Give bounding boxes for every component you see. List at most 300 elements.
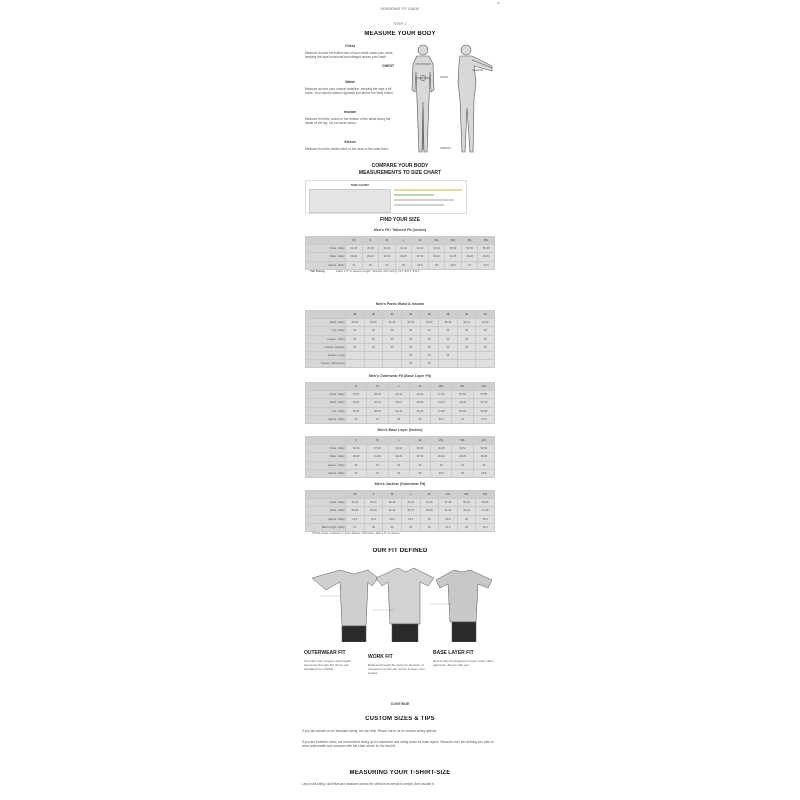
size-table-cell: 32 (383, 343, 402, 351)
size-table-title: Men's Fit / Tailored Fit (Inches) (373, 228, 427, 232)
size-table-row-label: Inseam - Extra Long (306, 360, 346, 368)
size-table-cell: 30-32 (362, 253, 379, 261)
table-row (306, 399, 495, 407)
table-row (306, 261, 495, 269)
size-table-cell: 34 (439, 351, 458, 359)
measure-label-chest: Chest (345, 44, 355, 48)
size-table-cell: 32-33 (383, 319, 402, 327)
size-table-cell: 47-49 (431, 391, 452, 399)
size-table-cell: 32 (452, 461, 473, 469)
size-table-row-label: Waist - Body (306, 399, 346, 407)
size-table-header-cell: L (395, 237, 412, 245)
size-table-cell: 34 (367, 415, 388, 423)
size-table-header-cell: 34 (401, 311, 420, 319)
size-table-header-cell: XL (409, 383, 430, 391)
size-table-header-cell: 4XL (461, 237, 478, 245)
size-table-cell: 41-43 (388, 407, 409, 415)
size-table-cell: 47-49 (473, 399, 494, 407)
size-table-cell: 27 (346, 523, 365, 531)
size-table-header-cell: 32 (383, 311, 402, 319)
sample-chart-highlight (394, 189, 462, 191)
size-table-cell: 36-37 (420, 319, 439, 327)
size-table-cell: 35-37 (401, 507, 420, 515)
size-table-cell: 40-42 (388, 445, 409, 453)
size-table-row-label: Waist - Body (306, 453, 346, 461)
size-table-cell: 53-55 (476, 499, 495, 507)
size-table-cell (383, 360, 402, 368)
size-table-cell: 35 (388, 415, 409, 423)
size-table-cell: 32 (401, 343, 420, 351)
size-table-cell: 31.5 (346, 515, 365, 523)
size-table-header-cell (306, 437, 346, 445)
measure-label-sleeve: Sleeve (344, 140, 356, 144)
size-table-header-row (306, 311, 495, 319)
size-table-header-cell: L (388, 437, 409, 445)
size-table-cell: 38-40 (420, 507, 439, 515)
size-table-cell: 30 (476, 335, 495, 343)
size-table-header-cell (306, 383, 346, 391)
size-table-cell (457, 351, 476, 359)
size-table-row-label: Inseam - Body (306, 461, 346, 469)
size-table-row-label: Hip - Body (306, 327, 346, 335)
size-table-cell: 36.5 (476, 515, 495, 523)
size-table-cell: 28-30 (346, 453, 367, 461)
callout-inseam: INSEAM (440, 146, 451, 150)
size-table-header-cell: 3XL (452, 437, 473, 445)
size-table-cell: 35-37 (388, 399, 409, 407)
measure-title: MEASURE YOUR BODY (364, 31, 436, 37)
size-table-cell: 32 (431, 461, 452, 469)
size-table-cell: 35 (420, 515, 439, 523)
measure-text-sleeve: Measure from the center back of the neck to the wrist bone. (305, 147, 389, 151)
size-table-cell: 35 (395, 261, 412, 269)
callout-sleeve: SLEEVE (472, 68, 483, 72)
size-table-cell: 47-49 (428, 245, 445, 253)
fit-work-text: Relaxed through the body for freedom of movement on the job. Room to layer over a base. (368, 663, 425, 676)
size-table-cell: 37.5 (473, 415, 494, 423)
size-table-header-cell: M (383, 491, 402, 499)
sample-chart-highlight (394, 204, 444, 206)
table-row (306, 515, 495, 523)
close-icon[interactable]: × (497, 1, 500, 7)
fit-baselayer-title: BASE LAYER FIT (433, 650, 474, 656)
size-table-cell: 44-46 (457, 507, 476, 515)
size-table-cell: 34-36 (388, 453, 409, 461)
size-table-row-label: Chest - Body (306, 245, 346, 253)
size-table-cell: 50-52 (452, 407, 473, 415)
size-table-header-cell: XL (409, 437, 430, 445)
size-table-cell: 38-40 (367, 407, 388, 415)
table-row (306, 360, 495, 368)
size-table-cell: 32 (457, 343, 476, 351)
size-table-row-label: Waist - Body (306, 319, 346, 327)
sample-chart-highlight (394, 194, 434, 196)
size-table-cell (383, 351, 402, 359)
sample-chart-grid (309, 189, 391, 213)
size-table-cell: 41-43 (431, 399, 452, 407)
size-table-cell: 49-51 (478, 253, 495, 261)
size-table-cell: 46-48 (461, 253, 478, 261)
size-table-header-cell: S (346, 383, 367, 391)
size-table-cell: 36 (420, 360, 439, 368)
size-table-cell: 28-29 (346, 319, 365, 327)
size-table-cell: 29-31 (346, 399, 367, 407)
size-table-cell: 33 (367, 469, 388, 477)
size-table-header-cell (306, 491, 346, 499)
size-table-cell: 37.5 (478, 261, 495, 269)
size-table-cell (346, 351, 365, 359)
size-table-cell: 38-40 (409, 399, 430, 407)
table-row (306, 391, 495, 399)
size-table-header-cell: 40 (457, 311, 476, 319)
size-table-cell: 30 (364, 335, 383, 343)
size-table-row-label: Chest - Body (306, 499, 346, 507)
table-row (306, 335, 495, 343)
size-table-cell: 32 (457, 523, 476, 531)
size-table-header-cell: 4XL (476, 491, 495, 499)
size-table-row-label: Inseam - Regular (306, 343, 346, 351)
table-row (306, 351, 495, 359)
size-table-cell (364, 360, 383, 368)
size-table-note: Adds 1.5" to sleeve length. Specify with sizing XLT, 2XLT, 3XLT. (336, 269, 421, 274)
size-table-cell: 36.5 (445, 261, 462, 269)
size-table-cell: 31 (367, 461, 388, 469)
size-table-cell: 33 (362, 261, 379, 269)
size-table-cell: 38-40 (367, 391, 388, 399)
size-table-cell: 50-52 (452, 391, 473, 399)
size-table-cell: 50-52 (457, 499, 476, 507)
size-table-header-cell: 2XL (428, 237, 445, 245)
table-row (306, 461, 495, 469)
table-row (306, 253, 495, 261)
size-table-cell: 37 (461, 261, 478, 269)
size-table-cell: 35.5 (439, 515, 458, 523)
size-table-header-cell: 28 (346, 311, 365, 319)
size-table-row-label: Back Length - Body (306, 523, 346, 531)
size-table-cell: 40 (401, 327, 420, 335)
size-table-cell: 34.5 (401, 515, 420, 523)
size-table-cell: 38-40 (383, 499, 402, 507)
size-table-cell: 38-39 (439, 319, 458, 327)
fit-outerwear-text: Cut with room to layer underneath. Generous through the chest and shoulders for mobility. (304, 659, 352, 672)
size-table-cell: 50-52 (445, 245, 462, 253)
size-table-header-cell: S (364, 491, 383, 499)
size-table-cell: 42-43 (476, 319, 495, 327)
size-table-cell: 34 (401, 351, 420, 359)
size-table-cell: 38 (383, 327, 402, 335)
size-table-header-cell: S (346, 437, 367, 445)
size-table-row-label: Chest - Body (306, 445, 346, 453)
size-table-cell: 38-40 (379, 245, 396, 253)
size-table-cell: 28 (364, 523, 383, 531)
size-table-cell: 44 (439, 327, 458, 335)
size-table-row-label: Sleeve - Body (306, 415, 346, 423)
size-table-cell: 32 (346, 343, 365, 351)
size-table-header-cell: XL (412, 237, 429, 245)
size-table-title: Men's Pants Waist & Inseam (375, 302, 425, 306)
size-table-header-cell: 3XL (457, 491, 476, 499)
size-table-cell: 29-31 (364, 507, 383, 515)
size-table-cell: 32-34 (346, 499, 365, 507)
custom-title: CUSTOM SIZES & TIPS (365, 716, 435, 722)
tshirt-paragraph: Lay a well-fitting t-shirt flat and measure across the chest from armpit to armpit, then double it. (302, 782, 435, 786)
size-table (305, 382, 495, 424)
sample-size-chart (305, 180, 467, 214)
size-table-title: Men's Outerwear Fit (Base Layer Fit) (368, 374, 432, 378)
size-table-cell: 44-46 (409, 391, 430, 399)
size-table-cell: 31 (420, 523, 439, 531)
callout-chest: CHEST (382, 64, 395, 68)
size-table-cell: 36 (428, 261, 445, 269)
size-table-cell: 34-35 (401, 319, 420, 327)
size-table-cell: 28-30 (346, 253, 363, 261)
size-table-cell: 36 (364, 327, 383, 335)
fit-baselayer-text: Next-to-skin fit designed to layer under other garments. Moves with you. (433, 659, 494, 668)
size-table-cell: 41-43 (395, 245, 412, 253)
size-table (305, 436, 495, 478)
size-table-cell: 30 (420, 335, 439, 343)
size-table-cell: 34-36 (395, 253, 412, 261)
size-table-cell: 32 (388, 461, 409, 469)
size-table-cell: 47-49 (439, 499, 458, 507)
measure-text-chest: Measure around the fullest part of your chest under your arms, keeping the tape horizontal and straight across your back. (305, 51, 394, 60)
size-table-header-cell: 3XL (445, 237, 462, 245)
size-table-cell: 46 (457, 327, 476, 335)
size-table-row-label: Waist - Body (306, 507, 346, 515)
size-table-header-cell: XS (346, 237, 363, 245)
size-table-cell (364, 351, 383, 359)
size-table-cell: 44-46 (409, 407, 430, 415)
size-table-cell: 44-46 (420, 499, 439, 507)
size-table-header-cell: L (401, 491, 420, 499)
size-table-cell: 35.5 (431, 469, 452, 477)
size-table-cell: 34-36 (346, 445, 367, 453)
size-table (305, 490, 495, 532)
size-table-header-row (306, 437, 495, 445)
size-table-cell: 30 (401, 523, 420, 531)
size-table-cell: 32 (346, 261, 363, 269)
size-table-cell: 44-46 (412, 245, 429, 253)
size-table-header-cell: 30 (364, 311, 383, 319)
size-table-row-label: Hip - Body (306, 407, 346, 415)
size-table-cell: 34 (388, 469, 409, 477)
compare-subtitle: MEASUREMENTS TO SIZE CHART (358, 170, 442, 176)
size-table-cell (476, 360, 495, 368)
size-table-cell: 40-41 (457, 319, 476, 327)
size-table-cell: 30 (383, 335, 402, 343)
fit-work-title: WORK FIT (368, 654, 393, 660)
size-table-row-label: Sleeve - Body (306, 261, 346, 269)
size-table-cell: 47-49 (476, 507, 495, 515)
size-table-cell: 37 (452, 415, 473, 423)
size-table-cell: 41-43 (388, 391, 409, 399)
size-table-cell: 31-33 (367, 453, 388, 461)
size-table-header-cell: 2XL (431, 383, 452, 391)
size-table-cell: 36-38 (362, 245, 379, 253)
size-table-cell: 42 (420, 327, 439, 335)
table-row (306, 245, 495, 253)
size-table-header-cell (306, 237, 346, 245)
table-row (306, 499, 495, 507)
size-table-cell: 56-58 (478, 245, 495, 253)
size-table-row-label: Sleeve - Body (306, 515, 346, 523)
table-row (306, 453, 495, 461)
size-table-cell: 46-48 (431, 445, 452, 453)
size-table-row-label: Inseam - Short (306, 335, 346, 343)
size-table-cell (439, 360, 458, 368)
size-table-header-cell: M (367, 383, 388, 391)
custom-paragraph-1: If you fall outside of our standard sizing, we can help. Reach out to us for custom sizing options. (302, 729, 438, 733)
size-table-cell: 36.5 (431, 415, 452, 423)
fit-title: OUR FIT DEFINED (372, 548, 428, 554)
size-table-header-row (306, 383, 495, 391)
size-table-cell: 53-55 (473, 391, 494, 399)
custom-paragraph-2: If you are between sizes, we recommend sizing up for outerwear and sizing down for base layers. Measure over the clothing you plan to wear underneath and compare with the chart above for the best fit. (302, 740, 494, 749)
size-table-cell: 37-39 (412, 253, 429, 261)
size-table-row-label: Waist - Body (306, 253, 346, 261)
size-table-header-cell: S (362, 237, 379, 245)
fit-outerwear-title: OUTERWEAR FIT (304, 650, 346, 656)
size-table-row-label: Chest - Body (306, 391, 346, 399)
size-table-row-label: Sleeve - Body (306, 469, 346, 477)
size-table-cell: 36 (457, 515, 476, 523)
size-table-header-cell: 2XL (439, 491, 458, 499)
table-row (306, 327, 495, 335)
table-row (306, 343, 495, 351)
size-table-cell: 44-46 (452, 399, 473, 407)
size-table-cell: 32-34 (383, 507, 402, 515)
size-table-cell: 32 (473, 461, 494, 469)
size-table-header-cell: XL (420, 491, 439, 499)
size-table-cell: 46-48 (473, 453, 494, 461)
size-table-cell: 36.5 (473, 469, 494, 477)
table-row (306, 507, 495, 515)
table-row (306, 415, 495, 423)
size-table-header-row (306, 237, 495, 245)
size-table-cell: 37-39 (409, 453, 430, 461)
size-table-header-cell: 42 (476, 311, 495, 319)
size-table-cell: 32 (409, 461, 430, 469)
size-table-cell: 31.5 (439, 523, 458, 531)
size-table-row-label: Inseam - Long (306, 351, 346, 359)
size-table-cell: 41-43 (401, 499, 420, 507)
size-table-cell: 32 (346, 469, 367, 477)
size-table-note: *Short sizes: subtract 1" from sleeve. Tall sizes: add 1.5" to sleeve. (312, 531, 401, 535)
size-table-header-cell: 4XL (473, 383, 494, 391)
size-table-header-cell (306, 311, 346, 319)
sample-chart-header: SIZE CHART (351, 183, 369, 187)
table-row (306, 469, 495, 477)
size-table-cell: 32 (439, 343, 458, 351)
size-table-cell: 35-37 (346, 391, 367, 399)
size-table-header-cell: 5XL (478, 237, 495, 245)
size-table-header-row (306, 491, 495, 499)
fit-guide-page (300, 0, 500, 800)
size-table-cell: 34-36 (346, 245, 363, 253)
size-table-cell: 40-42 (431, 453, 452, 461)
size-table-header-cell: 4XL (473, 437, 494, 445)
size-table-cell: 32 (420, 343, 439, 351)
size-table-cell: 36 (452, 469, 473, 477)
size-table-cell: 43-45 (445, 253, 462, 261)
size-table-cell: 53-55 (473, 407, 494, 415)
size-table-cell: 35.5 (412, 261, 429, 269)
size-table-cell: 30 (346, 461, 367, 469)
size-table-cell: 33 (346, 415, 367, 423)
measure-text-waist: Measure around your natural waistline, keeping the tape a bit loose. Your natural waist is typically just above the belly button. (305, 87, 394, 96)
size-table-cell: 30 (439, 335, 458, 343)
size-table-cell: 43-45 (409, 445, 430, 453)
size-table-cell: 30 (457, 335, 476, 343)
size-table-cell: 48 (476, 327, 495, 335)
size-table-header-cell: L (388, 383, 409, 391)
size-table-cell: 30 (401, 335, 420, 343)
size-table (305, 236, 495, 270)
size-table (305, 310, 495, 368)
size-table-cell: 36 (401, 360, 420, 368)
measure-label-inseam: Inseam (343, 110, 357, 114)
size-table-cell: 41-43 (439, 507, 458, 515)
size-table-header-cell: 2XL (431, 437, 452, 445)
measure-text-inseam: Measure from the crotch to the bottom of the ankle along the inside of the leg. Do not wear shoes. (305, 117, 391, 126)
size-table-cell: 26-28 (346, 507, 365, 515)
size-table-cell: 35 (409, 469, 430, 477)
size-table-header-cell: 3XL (452, 383, 473, 391)
table-row (306, 445, 495, 453)
size-table-cell: 35-37 (364, 499, 383, 507)
size-table-cell: 32.5 (364, 515, 383, 523)
size-table-cell: 30-31 (364, 319, 383, 327)
size-table-cell: 35-37 (346, 407, 367, 415)
size-table-header-cell: XS (346, 491, 365, 499)
size-table-title: Men's Jackets (Outerwear Fit) (374, 482, 426, 486)
size-table-cell: 36 (409, 415, 430, 423)
size-table-cell: 34 (346, 327, 365, 335)
size-table-header-cell: 38 (439, 311, 458, 319)
compare-title: COMPARE YOUR BODY (371, 163, 429, 169)
size-table-cell: 30 (346, 335, 365, 343)
fit-footer-link[interactable]: CONTINUE (390, 702, 410, 706)
size-table-cell: 53-55 (461, 245, 478, 253)
size-table-title: Men's Base Layer (Inches) (377, 428, 423, 432)
size-table-cell: 37-39 (367, 445, 388, 453)
step-label: STEP 1 (393, 22, 407, 26)
size-table-cell: 40-42 (428, 253, 445, 261)
table-row (306, 407, 495, 415)
sample-chart-highlight (394, 199, 454, 201)
find-size-title: FIND YOUR SIZE (380, 217, 420, 223)
size-table-cell: 33.5 (383, 515, 402, 523)
size-table-header-cell: M (367, 437, 388, 445)
callout-waist: WAIST (440, 75, 449, 79)
size-table-cell: 34 (420, 351, 439, 359)
size-table-cell (346, 360, 365, 368)
size-table-header-cell: M (379, 237, 396, 245)
fit-illustrations (302, 560, 498, 642)
size-table-cell: 29 (383, 523, 402, 531)
size-table-header-cell: 36 (420, 311, 439, 319)
size-table-cell: 52-54 (473, 445, 494, 453)
size-table-cell (457, 360, 476, 368)
size-table-cell: 43-45 (452, 453, 473, 461)
measure-label-waist: Waist (345, 80, 355, 84)
guide-title: DEMOPANT FIT GUIDE (380, 7, 420, 11)
size-table-cell: 32 (364, 343, 383, 351)
size-table-cell: 32 (476, 343, 495, 351)
size-table-cell (476, 351, 495, 359)
size-table-cell: 32.5 (476, 523, 495, 531)
tshirt-title: MEASURING YOUR T-SHIRT-SIZE (349, 770, 451, 776)
